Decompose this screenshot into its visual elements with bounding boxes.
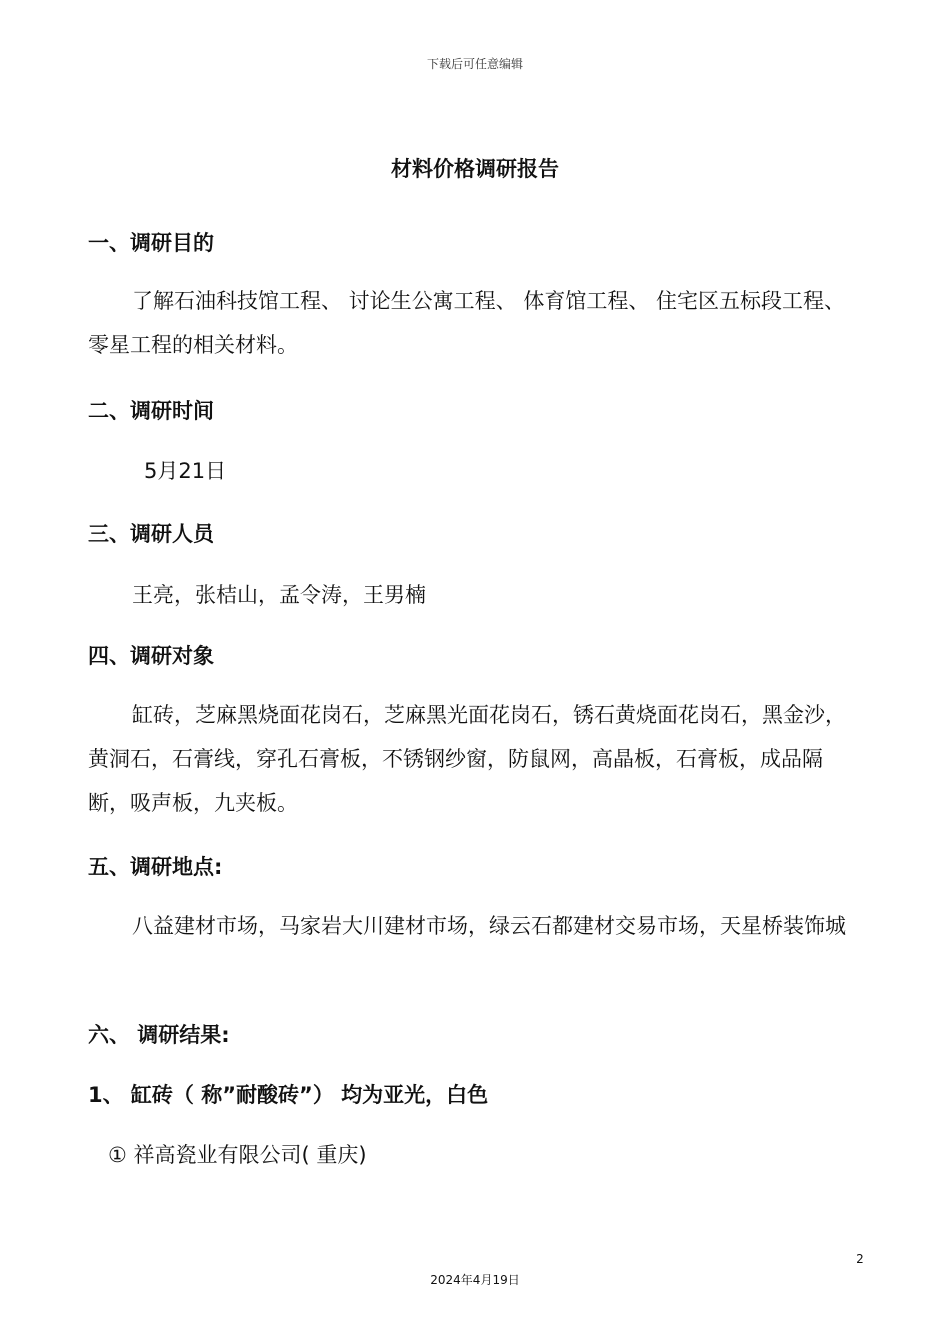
section-body-purpose: 了解石油科技馆工程、 讨论生公寓工程、 体育馆工程、 住宅区五标段工程、 零星工程的相关材料。 (88, 289, 846, 357)
supplier-item: ① 祥高瓷业有限公司( 重庆) (108, 1143, 367, 1167)
section-body-people: 王亮，张桔山，孟令涛，王男楠 (132, 583, 426, 607)
section-heading-purpose: 一、调研目的 (88, 231, 214, 255)
header-note: 下载后可任意编辑 (426, 57, 523, 71)
section-body-time: 5月21日 (144, 459, 227, 483)
section-heading-people: 三、调研人员 (88, 522, 214, 546)
section-heading-objects: 四、调研对象 (88, 644, 214, 668)
page-number: 2 (856, 1252, 864, 1266)
section-body-objects: 缸砖，芝麻黑烧面花岗石，芝麻黑光面花岗石，锈石黄烧面花岗石，黑金沙，黄洞石，石膏线，穿孔石膏板，不锈钢纱窗，防鼠网，高晶板，石膏板，成品隔断，吸声板，九夹板。 (88, 703, 846, 815)
section-heading-locations: 五、调研地点: (88, 855, 223, 879)
section-heading-time: 二、调研时间 (88, 399, 214, 423)
result-item-tiles: 1、 缸砖（ 称”耐酸砖”） 均为亚光，白色 (88, 1083, 489, 1107)
section-heading-results: 六、 调研结果: (88, 1023, 230, 1047)
document-title: 材料价格调研报告 (391, 157, 559, 181)
section-body-locations: 八益建材市场，马家岩大川建材市场，绿云石都建材交易市场，天星桥装饰城 (132, 914, 846, 938)
footer-date: 2024年4月19日 (430, 1273, 520, 1287)
